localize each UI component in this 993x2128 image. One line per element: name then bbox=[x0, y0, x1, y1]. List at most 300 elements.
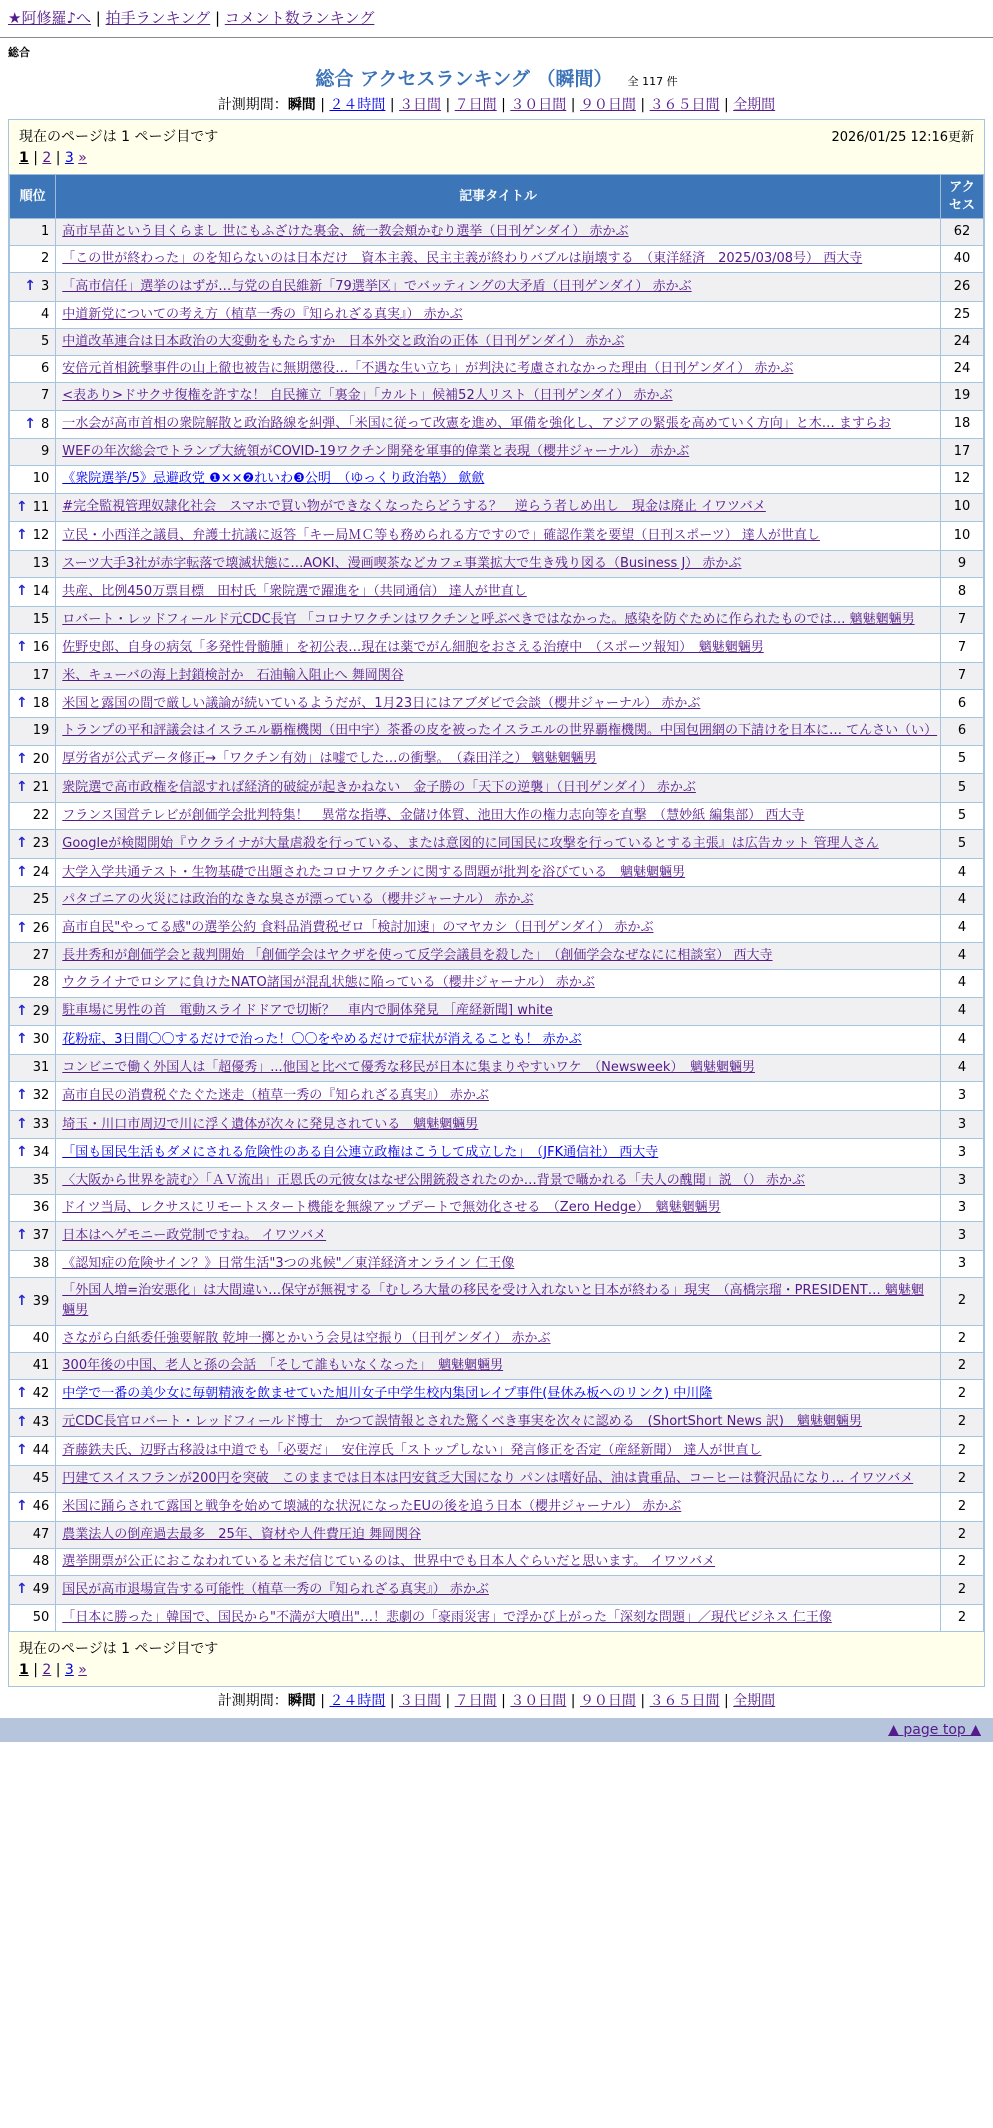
rank-cell bbox=[10, 1195, 56, 1222]
title-cell bbox=[56, 1437, 941, 1466]
article-link[interactable]: 「日本に勝った」韓国で、国民から"不満が大噴出"…！悲劇の「豪雨災害」で浮かび上がった「深刻な問題」／現代ビジネス 仁王像 bbox=[62, 1609, 832, 1625]
table-row bbox=[10, 522, 984, 551]
article-link[interactable]: 「高市信任」選挙のはずが…与党の自民維新「79選挙区」でバッティングの大矛盾（日刊ゲンダイ） 赤かぶ bbox=[62, 279, 692, 295]
access-count: 4 bbox=[941, 1026, 984, 1055]
rank-cell bbox=[10, 689, 56, 718]
rank-number: 16 bbox=[32, 639, 50, 655]
access-count: 7 bbox=[941, 606, 984, 633]
title-cell bbox=[56, 802, 941, 829]
period-current: 瞬間 bbox=[287, 97, 316, 113]
access-count: 5 bbox=[941, 745, 984, 774]
rank-cell bbox=[10, 1222, 56, 1251]
table-row bbox=[10, 745, 984, 774]
ranking-table bbox=[9, 174, 984, 1632]
access-count: 4 bbox=[941, 997, 984, 1026]
period-link[interactable]: ３日間 bbox=[399, 1692, 442, 1709]
access-count: 2 bbox=[941, 1408, 984, 1437]
rank-number: 5 bbox=[41, 334, 50, 350]
table-row bbox=[10, 1278, 984, 1325]
table-row bbox=[10, 302, 984, 329]
article-link[interactable]: 《認知症の危険サイン？》日常生活"3つの兆候"／東洋経済オンライン 仁王像 bbox=[62, 1256, 515, 1272]
rank-number: 9 bbox=[41, 444, 50, 460]
page-number-link[interactable]: 2 bbox=[42, 1661, 52, 1678]
article-link[interactable]: 米国と露国の間で厳しい議論が続いているようだが、1月23日にはアブダビで会談（櫻井ジャーナル） 赤かぶ bbox=[62, 695, 701, 711]
title-cell bbox=[56, 302, 941, 329]
rank-number: 45 bbox=[32, 1470, 50, 1486]
access-count: 2 bbox=[941, 1437, 984, 1466]
nav-link[interactable]: コメント数ランキング bbox=[224, 9, 375, 27]
title-cell bbox=[56, 493, 941, 522]
rank-cell bbox=[10, 830, 56, 859]
title-cell bbox=[56, 1082, 941, 1111]
rank-up-icon: ↑ bbox=[16, 1498, 28, 1515]
page-top-link[interactable]: ▲ page top ▲ bbox=[888, 1721, 981, 1738]
access-count: 10 bbox=[941, 522, 984, 551]
access-count: 6 bbox=[941, 718, 984, 745]
title-cell bbox=[56, 689, 941, 718]
nav-link[interactable]: 拍手ランキング bbox=[105, 9, 211, 27]
rank-cell bbox=[10, 1408, 56, 1437]
access-count: 4 bbox=[941, 970, 984, 997]
table-row bbox=[10, 219, 984, 246]
access-count: 10 bbox=[941, 493, 984, 522]
title-cell bbox=[56, 970, 941, 997]
access-count: 3 bbox=[941, 1195, 984, 1222]
page-number-link[interactable]: 3 bbox=[64, 1661, 74, 1678]
table-row bbox=[10, 383, 984, 410]
access-count: 2 bbox=[941, 1278, 984, 1325]
table-row bbox=[10, 493, 984, 522]
title-cell bbox=[56, 578, 941, 607]
rank-number: 20 bbox=[32, 751, 50, 767]
rank-number: 25 bbox=[32, 892, 50, 908]
ranking-table-body bbox=[10, 219, 984, 1632]
access-count: 4 bbox=[941, 858, 984, 887]
article-link[interactable]: ドイツ当局、レクサスにリモートスタート機能を無線アップデートで無効化させる （Zero Hedge） 魑魅魍魎男 bbox=[62, 1200, 721, 1216]
next-page-link[interactable]: » bbox=[78, 1661, 87, 1678]
rank-number: 42 bbox=[32, 1385, 50, 1401]
article-link[interactable]: 米国に踊らされて露国と戦争を始めて壊滅的な状況になったEUの後を追う日本（櫻井ジャーナル） 赤かぶ bbox=[62, 1498, 682, 1514]
page-status-bottom bbox=[9, 1632, 984, 1660]
current-page-text: 現在のページは 1 ページ目です bbox=[19, 129, 219, 145]
rank-cell bbox=[10, 356, 56, 383]
rank-up-icon: ↑ bbox=[16, 1292, 28, 1309]
access-count: 3 bbox=[941, 1251, 984, 1278]
article-link[interactable]: 埼玉・川口市周辺で川に浮く遺体が次々に発見されている 魑魅魍魎男 bbox=[62, 1116, 479, 1132]
article-link[interactable]: 佐野史郎、自身の病気「多発性骨髄腫」を初公表…現在は薬でがん細胞をおさえる治療中 （スポーツ報知） 魑魅魍魎男 bbox=[62, 639, 764, 655]
table-row bbox=[10, 1493, 984, 1522]
title-cell bbox=[56, 1408, 941, 1437]
access-count: 18 bbox=[941, 410, 984, 439]
table-row bbox=[10, 887, 984, 914]
rank-number: 1 bbox=[41, 224, 50, 240]
table-row bbox=[10, 550, 984, 577]
rank-number: 14 bbox=[32, 584, 50, 600]
access-count: 3 bbox=[941, 1168, 984, 1195]
table-row bbox=[10, 662, 984, 689]
period-link[interactable]: 全期間 bbox=[733, 1692, 776, 1709]
rank-cell bbox=[10, 943, 56, 970]
rank-up-icon: ↑ bbox=[16, 1002, 28, 1019]
access-count: 3 bbox=[941, 1110, 984, 1139]
title-cell bbox=[56, 914, 941, 943]
period-links: 瞬間 | ２４時間 | ３日間 | ７日間 | ３０日間 | ９０日間 | ３６５日間 | 全期間 bbox=[287, 97, 776, 113]
total-count: 全 117 件 bbox=[627, 75, 678, 88]
article-link[interactable]: さながら白紙委任強要解散 乾坤一擲とかいう会見は空振り（日刊ゲンダイ） 赤かぶ bbox=[62, 1330, 551, 1346]
table-row bbox=[10, 1054, 984, 1081]
rank-cell bbox=[10, 550, 56, 577]
article-link[interactable]: フランス国営テレビが創価学会批判特集！ 異常な指導、金儲け体質、池田大作の権力志向等を直撃 （慧妙紙 編集部） 西大寺 bbox=[62, 807, 805, 823]
rank-up-icon: ↑ bbox=[16, 750, 28, 767]
table-row bbox=[10, 1026, 984, 1055]
page-number-link[interactable]: 3 bbox=[64, 150, 74, 166]
rank-number: 35 bbox=[32, 1173, 50, 1189]
title-cell bbox=[56, 606, 941, 633]
article-link[interactable]: 「外国人増=治安悪化」は大間違い…保守が無視する「むしろ大量の移民を受け入れないと日本が終わる」現実 （高橋宗瑠・PRESIDENT… 魑魅魍魎男 bbox=[62, 1283, 924, 1319]
rank-up-icon: ↑ bbox=[16, 1115, 28, 1132]
article-link[interactable]: #完全監視管理奴隷化社会 スマホで買い物ができなくなったらどうする？ 逆らう者しめ出し 現金は廃止 イワツバメ bbox=[62, 499, 766, 515]
table-row bbox=[10, 273, 984, 302]
rank-cell bbox=[10, 219, 56, 246]
article-link[interactable]: 一水会が高市首相の衆院解散と政治路線を糾弾、「米国に従って改憲を進め、軍備を強化し、アジアの緊張を高めていく方向」と木… ますらお bbox=[62, 416, 891, 432]
article-link[interactable]: 大学入学共通テスト・生物基礎で出題されたコロナワクチンに関する問題が批判を浴びている 魑魅魍魎男 bbox=[62, 864, 686, 880]
table-row bbox=[10, 997, 984, 1026]
title-cell bbox=[56, 887, 941, 914]
table-row bbox=[10, 802, 984, 829]
rank-number: 10 bbox=[32, 471, 50, 487]
page-status-top bbox=[9, 120, 984, 148]
table-row bbox=[10, 1521, 984, 1548]
rank-number: 38 bbox=[32, 1256, 50, 1272]
table-row bbox=[10, 410, 984, 439]
rank-cell bbox=[10, 273, 56, 302]
article-link[interactable]: パタゴニアの火災には政治的なきな臭さが漂っている（櫻井ジャーナル） 赤かぶ bbox=[62, 892, 534, 908]
rank-cell bbox=[10, 383, 56, 410]
rank-cell bbox=[10, 329, 56, 356]
article-link[interactable]: 共産、比例450万票目標 田村氏「衆院選で躍進を」（共同通信） 達人が世直し bbox=[62, 583, 527, 599]
period-selector-top bbox=[0, 94, 993, 114]
rank-up-icon: ↑ bbox=[16, 498, 28, 515]
updated-timestamp: 2026/01/25 12:16更新 bbox=[831, 130, 974, 145]
article-link[interactable]: 長井秀和が創価学会と裁判開始 「創価学会はヤクザを使って反学会議員を殺した」 （創価学会なぜなにに相談室） 西大寺 bbox=[62, 948, 773, 964]
article-link[interactable]: 「国も国民生活もダメにされる危険性のある自公連立政権はこうして成立した」 （JFK通信社） 西大寺 bbox=[62, 1145, 659, 1161]
table-row bbox=[10, 830, 984, 859]
article-link[interactable]: 斉藤鉄夫氏、辺野古移設は中道でも「必要だ」 安住淳氏「ストップしない」発言修正を否定（産経新聞） 達人が世直し bbox=[62, 1442, 762, 1458]
period-link[interactable]: ２４時間 bbox=[329, 1692, 386, 1709]
period-current: 瞬間 bbox=[287, 1692, 316, 1709]
access-count: 2 bbox=[941, 1548, 984, 1575]
rank-number: 49 bbox=[32, 1582, 50, 1598]
access-count: 2 bbox=[941, 1465, 984, 1492]
title-cell bbox=[56, 1465, 941, 1492]
rank-number: 12 bbox=[32, 528, 50, 544]
table-row bbox=[10, 246, 984, 273]
title-cell bbox=[56, 774, 941, 803]
rank-number: 3 bbox=[41, 279, 50, 295]
rank-cell bbox=[10, 606, 56, 633]
table-row bbox=[10, 606, 984, 633]
article-link[interactable]: コンビニで働く外国人は「超優秀」...他国と比べて優秀な移民が日本に集まりやすいワケ （Newsweek） 魑魅魍魎男 bbox=[62, 1059, 755, 1075]
access-count: 17 bbox=[941, 439, 984, 466]
article-link[interactable]: WEFの年次総会でトランプ大統領がCOVID-19ワクチン開発を軍事的偉業と表現（櫻井ジャーナル） 赤かぶ bbox=[62, 444, 690, 460]
title-cell bbox=[56, 1168, 941, 1195]
top-nav: ★阿修羅♪へ | 拍手ランキング | コメント数ランキング bbox=[0, 0, 993, 38]
article-link[interactable]: スーツ大手3社が赤字転落で壊滅状態に…AOKI、漫画喫茶などカフェ事業拡大で生き残り図る（Business J） 赤かぶ bbox=[62, 555, 742, 571]
title-cell bbox=[56, 633, 941, 662]
rank-cell bbox=[10, 718, 56, 745]
rank-number: 21 bbox=[32, 780, 50, 796]
title-cell bbox=[56, 439, 941, 466]
rank-number: 4 bbox=[41, 307, 50, 323]
article-link[interactable]: 〈大阪から世界を読む〉「ＡＶ流出」正恩氏の元彼女はなぜ公開銃殺されたのか…背景で囁かれる「夫人の醜聞」説 （） 赤かぶ bbox=[62, 1173, 806, 1189]
nav-link[interactable]: ★阿修羅♪へ bbox=[8, 9, 92, 27]
title-cell bbox=[56, 1139, 941, 1168]
rank-up-icon: ↑ bbox=[16, 1227, 28, 1244]
pagination-top: 1 | 2 | 3 » bbox=[19, 150, 87, 166]
period-link[interactable]: ３０日間 bbox=[510, 1692, 567, 1709]
rank-up-icon: ↑ bbox=[16, 1442, 28, 1459]
title-cell bbox=[56, 1054, 941, 1081]
rank-number: 11 bbox=[32, 499, 50, 515]
article-link[interactable]: <表あり>ドサクサ復権を許すな！ 自民擁立「裏金」「カルト」候補52人リスト（日刊ゲンダイ） 赤かぶ bbox=[62, 388, 673, 404]
article-link[interactable]: 中学で一番の美少女に毎朝精液を飲ませていた旭川女子中学生校内集団レイプ事件(昼休み板へのリンク) 中川隆 bbox=[62, 1385, 713, 1401]
page-number-current: 1 bbox=[19, 150, 29, 166]
title-cell bbox=[56, 830, 941, 859]
access-count: 24 bbox=[941, 356, 984, 383]
title-cell bbox=[56, 1576, 941, 1605]
article-link[interactable]: 厚労省が公式データ修正→「ワクチン有効」は嘘でした…の衝撃。 （森田洋之） 魑魅魍魎男 bbox=[62, 751, 597, 767]
title-column-header: 記事タイトル bbox=[56, 175, 941, 219]
article-link[interactable]: 高市早苗という目くらまし 世にもふざけた裏金、統一教会頬かむり選挙（日刊ゲンダイ） 赤かぶ bbox=[62, 224, 629, 240]
title-cell bbox=[56, 1604, 941, 1631]
article-link[interactable]: Googleが検閲開始『ウクライナが大量虐殺を行っている、または意図的に同国民に攻撃を行っているとする主張』は広告カット 管理人さん bbox=[62, 835, 879, 851]
rank-cell bbox=[10, 246, 56, 273]
article-link[interactable]: 高市自民の消費税ぐたぐた迷走（植草一秀の『知られざる真実』） 赤かぶ bbox=[62, 1087, 489, 1103]
rank-number: 6 bbox=[41, 361, 50, 377]
article-link[interactable]: 元CDC長官ロバート・レッドフィールド博士 かつて誤情報とされた驚くべき事実を次々に認める (ShortShort News 訳) 魑魅魍魎男 bbox=[62, 1414, 862, 1430]
title-cell bbox=[56, 273, 941, 302]
period-link[interactable]: ３６５日間 bbox=[649, 1692, 720, 1709]
period-link[interactable]: ９０日間 bbox=[579, 97, 636, 113]
rank-number: 50 bbox=[32, 1609, 50, 1625]
access-count: 7 bbox=[941, 633, 984, 662]
rank-cell bbox=[10, 1082, 56, 1111]
access-count: 2 bbox=[941, 1604, 984, 1631]
rank-cell bbox=[10, 662, 56, 689]
access-count: 26 bbox=[941, 273, 984, 302]
rank-number: 40 bbox=[32, 1330, 50, 1346]
rank-cell bbox=[10, 970, 56, 997]
table-row bbox=[10, 689, 984, 718]
page-number-link[interactable]: 2 bbox=[42, 150, 52, 166]
table-row bbox=[10, 329, 984, 356]
title-cell bbox=[56, 718, 941, 745]
table-row bbox=[10, 1437, 984, 1466]
title-cell bbox=[56, 1521, 941, 1548]
title-cell bbox=[56, 1352, 941, 1379]
rank-cell bbox=[10, 1521, 56, 1548]
table-row bbox=[10, 1465, 984, 1492]
rank-cell bbox=[10, 1379, 56, 1408]
ranking-panel bbox=[8, 119, 985, 1687]
table-row bbox=[10, 1408, 984, 1437]
article-link[interactable]: 中道新党についての考え方（植草一秀の『知られざる真実』） 赤かぶ bbox=[62, 307, 463, 323]
rank-cell bbox=[10, 887, 56, 914]
title-cell bbox=[56, 410, 941, 439]
article-link[interactable]: 300年後の中国、老人と孫の会話 「そして誰もいなくなった」 魑魅魍魎男 bbox=[62, 1357, 504, 1373]
next-page-link[interactable]: » bbox=[78, 150, 87, 166]
access-count: 3 bbox=[941, 1082, 984, 1111]
rank-up-icon: ↑ bbox=[16, 919, 28, 936]
rank-cell bbox=[10, 1026, 56, 1055]
rank-cell bbox=[10, 1054, 56, 1081]
period-link[interactable]: ３０日間 bbox=[510, 97, 567, 113]
period-label: 計測期間： bbox=[217, 1692, 288, 1709]
title-cell bbox=[56, 1278, 941, 1325]
rank-cell bbox=[10, 633, 56, 662]
article-link[interactable]: 「この世が終わった」のを知らないのは日本だけ 資本主義、民主主義が終わりバブルは崩壊する （東洋経済 2025/03/08号） 西大寺 bbox=[62, 251, 863, 267]
rank-up-icon: ↑ bbox=[16, 835, 28, 852]
access-count: 3 bbox=[941, 1222, 984, 1251]
article-link[interactable]: 中道改革連合は日本政治の大変動をもたらすか 日本外交と政治の正体（日刊ゲンダイ） 赤かぶ bbox=[62, 334, 625, 350]
rank-number: 36 bbox=[32, 1200, 50, 1216]
article-link[interactable]: 円建てスイスフランが200円を突破 このままでは日本は円安貧乏大国になり パンは嗜好品、油は貴重品、コーヒーは贅沢品になり… イワツバメ bbox=[62, 1470, 914, 1486]
rank-cell bbox=[10, 997, 56, 1026]
article-link[interactable]: 高市自民"やってる感"の選挙公約 食料品消費税ゼロ「検討加速」のマヤカシ（日刊ゲンダイ） 赤かぶ bbox=[62, 920, 654, 936]
current-page-text: 現在のページは 1 ページ目です bbox=[19, 1640, 219, 1657]
title-line bbox=[0, 64, 993, 91]
bottom-spacer bbox=[0, 1742, 993, 1782]
rank-cell bbox=[10, 1352, 56, 1379]
access-count: 5 bbox=[941, 830, 984, 859]
rank-cell bbox=[10, 802, 56, 829]
rank-cell bbox=[10, 858, 56, 887]
title-cell bbox=[56, 219, 941, 246]
rank-number: 23 bbox=[32, 836, 50, 852]
title-cell bbox=[56, 383, 941, 410]
article-link[interactable]: 衆院選で高市政権を信認すれば経済的破綻が起きかねない 金子勝の「天下の逆襲」（日刊ゲンダイ） 赤かぶ bbox=[62, 780, 696, 796]
rank-number: 39 bbox=[32, 1293, 50, 1309]
article-link[interactable]: 日本はヘゲモニー政党制ですね。 イワツバメ bbox=[62, 1228, 327, 1244]
period-link[interactable]: ７日間 bbox=[454, 97, 497, 113]
rank-up-icon: ↑ bbox=[16, 527, 28, 544]
page-title: 総合 アクセスランキング （瞬間） bbox=[315, 68, 613, 90]
rank-number: 18 bbox=[32, 695, 50, 711]
rank-up-icon: ↑ bbox=[16, 1581, 28, 1598]
article-link[interactable]: 選挙開票が公正におこなわれていると未だ信じているのは、世界中でも日本人ぐらいだと思います。 イワツバメ bbox=[62, 1553, 716, 1569]
footer-bar bbox=[0, 1718, 993, 1742]
table-row bbox=[10, 858, 984, 887]
period-link[interactable]: ７日間 bbox=[454, 1692, 497, 1709]
table-row bbox=[10, 914, 984, 943]
rank-cell bbox=[10, 1604, 56, 1631]
table-row bbox=[10, 943, 984, 970]
rank-cell bbox=[10, 1465, 56, 1492]
rank-number: 28 bbox=[32, 975, 50, 991]
rank-cell bbox=[10, 493, 56, 522]
rank-cell bbox=[10, 1251, 56, 1278]
period-link[interactable]: ２４時間 bbox=[329, 97, 386, 113]
rank-cell bbox=[10, 1110, 56, 1139]
rank-number: 37 bbox=[32, 1228, 50, 1244]
page-number-current: 1 bbox=[19, 1661, 29, 1678]
table-row bbox=[10, 1222, 984, 1251]
access-count: 9 bbox=[941, 550, 984, 577]
rank-cell bbox=[10, 466, 56, 493]
access-count: 3 bbox=[941, 1139, 984, 1168]
rank-cell bbox=[10, 522, 56, 551]
table-row bbox=[10, 1325, 984, 1352]
table-row bbox=[10, 1576, 984, 1605]
access-count: 6 bbox=[941, 689, 984, 718]
table-row bbox=[10, 774, 984, 803]
article-link[interactable]: 駐車場に男性の首 電動スライドドアで切断？ 車内で胴体発見 ［産経新聞] white bbox=[62, 1003, 553, 1019]
rank-cell bbox=[10, 1325, 56, 1352]
period-link[interactable]: ３６５日間 bbox=[649, 97, 720, 113]
rank-number: 26 bbox=[32, 920, 50, 936]
article-link[interactable]: 花粉症、3日間〇〇するだけで治った！〇〇をやめるだけで症状が消えることも！ 赤かぶ bbox=[62, 1032, 582, 1048]
rank-cell bbox=[10, 1548, 56, 1575]
access-count: 5 bbox=[941, 802, 984, 829]
article-link[interactable]: 《衆院選挙/5》忌避政党 ❶××❷れいわ❸公明 （ゆっくり政治塾） 歛歛 bbox=[62, 471, 485, 487]
period-link[interactable]: 全期間 bbox=[733, 97, 776, 113]
title-cell bbox=[56, 1110, 941, 1139]
title-cell bbox=[56, 466, 941, 493]
table-row bbox=[10, 1082, 984, 1111]
table-row bbox=[10, 466, 984, 493]
rank-number: 27 bbox=[32, 948, 50, 964]
pagination-bottom: 1 | 2 | 3 » bbox=[19, 1661, 87, 1678]
rank-cell bbox=[10, 745, 56, 774]
article-link[interactable]: 国民が高市退場宣告する可能性（植草一秀の『知られざる真実』） 赤かぶ bbox=[62, 1581, 489, 1597]
article-link[interactable]: 農業法人の倒産過去最多 25年、資材や人件費圧迫 舞岡関谷 bbox=[62, 1526, 421, 1542]
article-link[interactable]: 立民・小西洋之議員、弁護士抗議に返答「キー局ＭＣ等も務められる方ですので」確認作業を要望（日刊スポーツ） 達人が世直し bbox=[62, 528, 820, 544]
period-link[interactable]: ３日間 bbox=[399, 97, 442, 113]
rank-number: 34 bbox=[32, 1145, 50, 1161]
rank-number: 22 bbox=[32, 807, 50, 823]
rank-number: 2 bbox=[41, 251, 50, 267]
rank-cell bbox=[10, 439, 56, 466]
period-link[interactable]: ９０日間 bbox=[579, 1692, 636, 1709]
table-header-row bbox=[10, 175, 984, 219]
access-count: 40 bbox=[941, 246, 984, 273]
period-selector-bottom bbox=[0, 1690, 993, 1710]
title-cell bbox=[56, 1325, 941, 1352]
rank-cell bbox=[10, 302, 56, 329]
table-row bbox=[10, 439, 984, 466]
title-cell bbox=[56, 1493, 941, 1522]
table-row bbox=[10, 1352, 984, 1379]
title-cell bbox=[56, 246, 941, 273]
article-link[interactable]: ロバート・レッドフィールド元CDC長官 「コロナワクチンはワクチンと呼ぶべきではなかった。感染を防ぐために作られたものでは… 魑魅魍魎男 bbox=[62, 611, 915, 627]
rank-number: 15 bbox=[32, 611, 50, 627]
rank-cell bbox=[10, 1576, 56, 1605]
table-row bbox=[10, 356, 984, 383]
title-cell bbox=[56, 1195, 941, 1222]
rank-column-header: 順位 bbox=[10, 175, 56, 219]
rank-cell bbox=[10, 1493, 56, 1522]
access-count: 25 bbox=[941, 302, 984, 329]
article-link[interactable]: 安倍元首相銃撃事件の山上徹也被告に無期懲役…「不遇な生い立ち」が判決に考慮されなかった理由（日刊ゲンダイ） 赤かぶ bbox=[62, 361, 794, 377]
article-link[interactable]: ウクライナでロシアに負けたNATO諸国が混乱状態に陥っている（櫻井ジャーナル） 赤かぶ bbox=[62, 975, 595, 991]
rank-cell bbox=[10, 1437, 56, 1466]
rank-up-icon: ↑ bbox=[16, 1087, 28, 1104]
article-link[interactable]: トランプの平和評議会はイスラエル覇権機関（田中宇）茶番の皮を被ったイスラエルの世界覇権機関。中国包囲網の下請けを日本に… てんさい（い） bbox=[62, 723, 938, 739]
rank-number: 24 bbox=[32, 864, 50, 880]
title-cell bbox=[56, 997, 941, 1026]
rank-up-icon: ↑ bbox=[24, 278, 36, 295]
article-link[interactable]: 米、キューバの海上封鎖検討か 石油輸入阻止へ 舞岡関谷 bbox=[62, 667, 404, 683]
